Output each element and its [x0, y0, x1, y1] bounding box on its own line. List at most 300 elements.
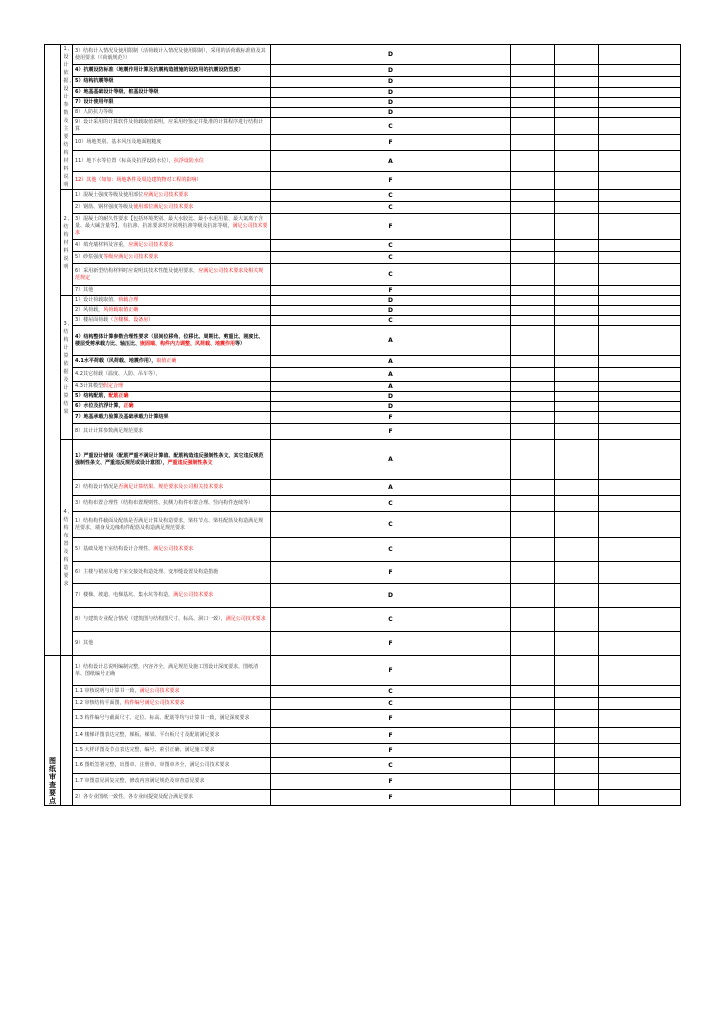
check-cell-2[interactable] [555, 252, 599, 264]
review-grade: C [271, 240, 511, 252]
check-cell-2[interactable] [555, 758, 599, 774]
checklist-row [45, 326, 681, 356]
check-cell-2[interactable] [555, 356, 599, 368]
remark-cell[interactable] [599, 790, 681, 806]
review-item-text: 5）结构配筋， [75, 393, 109, 399]
review-grade: A [271, 368, 511, 382]
review-item-text: 8）其计计算参数满足规范要求 [75, 428, 144, 434]
section-label [61, 190, 73, 296]
review-item-text: 满足公司技术要求 [75, 223, 268, 236]
check-cell-1[interactable] [511, 252, 555, 264]
review-item-text: 2）钢筋、钢材强度等级及 [75, 204, 134, 210]
review-item-text: 7）其他 [75, 287, 94, 293]
check-cell-1[interactable] [511, 356, 555, 368]
review-grade: F [271, 728, 511, 744]
checklist-row [45, 368, 681, 382]
review-item-text: 3）混凝土的耐久性要求【包括环境类别、最大水胶比、最小水泥用量、最大氯离子含量、最大碱含量等】，有抗渗、抗冻要求时应说明抗渗等级及抗冻等级， [75, 216, 264, 229]
remark-cell[interactable] [599, 107, 681, 117]
review-item-text: 满足公司技术要求 [173, 592, 214, 598]
check-cell-1[interactable] [511, 296, 555, 306]
remark-cell[interactable] [599, 480, 681, 496]
check-cell-1[interactable] [511, 286, 555, 296]
remark-cell[interactable] [599, 190, 681, 202]
remark-cell[interactable] [599, 402, 681, 412]
checklist-row [45, 286, 681, 296]
check-cell-2[interactable] [555, 368, 599, 382]
review-item-text: 嵌固端、构件内力调整、风荷载、地震作用 [140, 340, 236, 347]
check-cell-1[interactable] [511, 97, 555, 107]
check-cell-1[interactable] [511, 584, 555, 608]
check-cell-1[interactable] [511, 512, 555, 538]
check-cell-2[interactable] [555, 656, 599, 686]
check-cell-2[interactable] [555, 87, 599, 97]
checklist-row [45, 562, 681, 584]
review-item-text: 6）地基基础设计等级、桩基设计等级 [75, 88, 159, 95]
check-cell-1[interactable] [511, 87, 555, 97]
review-item-text: 4）结构整体计算参数合理性要求（层间位移角、位移比、周期比、剪重比、刚度比、楼层受剪承载力比、轴压比、 [75, 333, 264, 347]
review-grade: C [271, 316, 511, 326]
remark-cell[interactable] [599, 171, 681, 189]
check-cell-1[interactable] [511, 686, 555, 698]
review-item-text: 1.5 大样详图及节点表达完整，编号、索引正确，满足施工要求 [75, 747, 215, 753]
review-item-text: 5）基础及地下室结构设计合理性、 [75, 546, 154, 552]
review-grade: D [271, 402, 511, 412]
review-item-text: 1）结构构件截面及配筋是否满足计算及构造要求，梁柱节点、梁柱配筋及构造满足规范要求，墙身及边缘构件配筋及构造满足规范要求 [75, 517, 264, 531]
check-cell-1[interactable] [511, 240, 555, 252]
check-cell-1[interactable] [511, 107, 555, 117]
check-cell-1[interactable] [511, 326, 555, 356]
remark-cell[interactable] [599, 608, 681, 632]
review-grade: C [271, 117, 511, 134]
remark-cell[interactable] [599, 584, 681, 608]
remark-cell[interactable] [599, 151, 681, 171]
group-label [45, 656, 61, 806]
remark-cell[interactable] [599, 65, 681, 77]
check-cell-2[interactable] [555, 135, 599, 151]
review-item [73, 608, 271, 632]
review-item [73, 45, 271, 65]
review-item [73, 728, 271, 744]
remark-cell[interactable] [599, 698, 681, 710]
review-grade: C [271, 190, 511, 202]
review-item [73, 774, 271, 790]
check-cell-2[interactable] [555, 424, 599, 440]
review-item [73, 264, 271, 286]
review-item [73, 171, 271, 189]
checklist-row [45, 686, 681, 698]
check-cell-1[interactable] [511, 758, 555, 774]
remark-cell[interactable] [599, 368, 681, 382]
check-cell-1[interactable] [511, 306, 555, 316]
check-cell-1[interactable] [511, 190, 555, 202]
review-item-text: 3）楼屋面荷载 [75, 317, 109, 323]
check-cell-2[interactable] [555, 686, 599, 698]
review-grade: F [271, 774, 511, 790]
check-cell-1[interactable] [511, 45, 555, 65]
review-item [73, 240, 271, 252]
checklist-row [45, 632, 681, 656]
review-item-text: 取值正确 [156, 358, 177, 364]
review-item-text: 满足公司技术要求 [139, 688, 180, 694]
check-cell-2[interactable] [555, 584, 599, 608]
review-grade: D [271, 107, 511, 117]
remark-cell[interactable] [599, 296, 681, 306]
check-cell-2[interactable] [555, 496, 599, 512]
remark-cell[interactable] [599, 412, 681, 424]
remark-cell[interactable] [599, 316, 681, 326]
remark-cell[interactable] [599, 202, 681, 214]
review-item [73, 656, 271, 686]
review-item-text: 7）楼梯、坡道、电梯基坑、集水坑等构造， [75, 592, 174, 598]
review-item-text: 严重违反强制性条文 [167, 459, 213, 466]
remark-cell[interactable] [599, 758, 681, 774]
review-item-text: 4）填充墙材料及容重， [75, 242, 129, 248]
review-item-text: 满足公司技术要求 [225, 616, 266, 622]
review-grade: A [271, 356, 511, 368]
review-item-text: 10）场地类别、基本风压及地面粗糙度 [75, 139, 162, 146]
review-grade: D [271, 392, 511, 402]
review-grade: F [271, 656, 511, 686]
checklist-row [45, 382, 681, 392]
check-cell-2[interactable] [555, 286, 599, 296]
check-cell-1[interactable] [511, 214, 555, 240]
review-item [73, 368, 271, 382]
review-item [73, 480, 271, 496]
review-grade: F [271, 744, 511, 758]
review-item [73, 286, 271, 296]
check-cell-1[interactable] [511, 424, 555, 440]
section-label-empty [61, 656, 73, 806]
check-cell-1[interactable] [511, 117, 555, 134]
check-cell-1[interactable] [511, 171, 555, 189]
review-grade: A [271, 480, 511, 496]
review-item-text: 1）严重设计错误（配筋严重不满足计算值、配筋构造违反强制性条文、其它违反规范强制性条文、严重违反规范或设计意图）， [75, 452, 264, 466]
check-cell-1[interactable] [511, 135, 555, 151]
check-cell-1[interactable] [511, 790, 555, 806]
review-item-text: 1）设计荷载取值， [75, 297, 119, 303]
review-item [73, 758, 271, 774]
review-grade: D [271, 584, 511, 608]
review-grade: C [271, 496, 511, 512]
checklist-row [45, 480, 681, 496]
review-grade: C [271, 512, 511, 538]
check-cell-1[interactable] [511, 710, 555, 728]
review-item [73, 202, 271, 214]
review-grade: A [271, 382, 511, 392]
checklist-row [45, 608, 681, 632]
remark-cell[interactable] [599, 656, 681, 686]
check-cell-2[interactable] [555, 412, 599, 424]
check-cell-2[interactable] [555, 382, 599, 392]
checklist-row [45, 151, 681, 171]
remark-cell[interactable] [599, 214, 681, 240]
review-item-text: 1.2 审核结构平面图， [75, 700, 125, 706]
review-item-text: 风荷载取值正确 [103, 307, 139, 313]
check-cell-2[interactable] [555, 117, 599, 134]
remark-cell[interactable] [599, 774, 681, 790]
review-item [73, 538, 271, 562]
remark-cell[interactable] [599, 382, 681, 392]
check-cell-2[interactable] [555, 562, 599, 584]
check-cell-2[interactable] [555, 306, 599, 316]
review-grade: D [271, 97, 511, 107]
remark-cell[interactable] [599, 562, 681, 584]
check-cell-1[interactable] [511, 656, 555, 686]
check-cell-2[interactable] [555, 440, 599, 480]
review-item [73, 306, 271, 316]
review-item-text: 5）结构抗震等级 [75, 78, 114, 85]
check-cell-2[interactable] [555, 316, 599, 326]
remark-cell[interactable] [599, 306, 681, 316]
review-item [73, 356, 271, 368]
review-item-text: 6）采用新型结构材料时应说明其技术性能及使用要求， [75, 267, 199, 274]
checklist-row [45, 135, 681, 151]
check-cell-1[interactable] [511, 608, 555, 632]
check-cell-2[interactable] [555, 538, 599, 562]
remark-cell[interactable] [599, 117, 681, 134]
check-cell-2[interactable] [555, 744, 599, 758]
review-item-text: 否满足计算结果、规范要求及公司相关技术要求 [118, 484, 224, 490]
review-grade: A [271, 440, 511, 480]
checklist-row [45, 728, 681, 744]
check-cell-1[interactable] [511, 392, 555, 402]
check-cell-1[interactable] [511, 538, 555, 562]
check-cell-1[interactable] [511, 382, 555, 392]
section-label [61, 45, 76, 190]
review-item-text: 等） [235, 340, 246, 347]
check-cell-1[interactable] [511, 774, 555, 790]
review-item [73, 392, 271, 402]
check-cell-2[interactable] [555, 790, 599, 806]
checklist-row [45, 698, 681, 710]
review-item [73, 135, 271, 151]
check-cell-2[interactable] [555, 107, 599, 117]
remark-cell[interactable] [599, 710, 681, 728]
section-label [61, 296, 73, 440]
checklist-row [45, 171, 681, 189]
check-cell-2[interactable] [555, 512, 599, 538]
check-cell-2[interactable] [555, 65, 599, 77]
checklist-row [45, 87, 681, 97]
remark-cell[interactable] [599, 45, 681, 65]
review-grade: F [271, 412, 511, 424]
section-label-text: 3、结构计算依据及计算结果 [63, 320, 74, 415]
check-cell-1[interactable] [511, 480, 555, 496]
check-cell-1[interactable] [511, 728, 555, 744]
check-cell-1[interactable] [511, 440, 555, 480]
check-cell-2[interactable] [555, 45, 599, 65]
remark-cell[interactable] [599, 77, 681, 87]
review-grade: F [271, 562, 511, 584]
remark-cell[interactable] [599, 135, 681, 151]
checklist-row [45, 240, 681, 252]
remark-cell[interactable] [599, 440, 681, 480]
review-item [73, 252, 271, 264]
remark-cell[interactable] [599, 424, 681, 440]
checklist-row [45, 710, 681, 728]
review-grade: C [271, 202, 511, 214]
checklist-row [45, 774, 681, 790]
checklist-row [45, 202, 681, 214]
review-item [73, 512, 271, 538]
checklist-row [45, 496, 681, 512]
check-cell-2[interactable] [555, 710, 599, 728]
check-cell-2[interactable] [555, 402, 599, 412]
review-item [73, 440, 271, 480]
review-item [73, 151, 271, 171]
review-item [73, 698, 271, 710]
review-grade: F [271, 286, 511, 296]
check-cell-2[interactable] [555, 214, 599, 240]
review-item [73, 790, 271, 806]
review-item-text: 应满足公司技术要求及相关规范规定 [75, 267, 264, 281]
review-grade: C [271, 538, 511, 562]
check-cell-2[interactable] [555, 202, 599, 214]
check-cell-1[interactable] [511, 264, 555, 286]
review-item [73, 190, 271, 202]
review-grade: F [271, 171, 511, 189]
check-cell-1[interactable] [511, 562, 555, 584]
remark-cell[interactable] [599, 632, 681, 656]
remark-cell[interactable] [599, 356, 681, 368]
review-item-text: 构件编号满足公司技术要求 [124, 700, 185, 706]
remark-cell[interactable] [599, 264, 681, 286]
checklist-row [45, 512, 681, 538]
review-item-text: 8）与建筑专业配合情况（建筑图与结构图尺寸、标高、洞口一致）， [75, 616, 226, 622]
remark-cell[interactable] [599, 728, 681, 744]
remark-cell[interactable] [599, 496, 681, 512]
review-item [73, 744, 271, 758]
check-cell-2[interactable] [555, 728, 599, 744]
review-item [73, 107, 271, 117]
check-cell-2[interactable] [555, 392, 599, 402]
section-label [61, 440, 73, 656]
review-item-text: 9）其他 [75, 640, 94, 646]
check-cell-2[interactable] [555, 240, 599, 252]
review-grade: C [271, 698, 511, 710]
check-cell-2[interactable] [555, 632, 599, 656]
checklist-row [45, 392, 681, 402]
review-item-text: 3）结构布置合理性（结构布置规则性、抗侧力构件布置合理、竖向构件连续等） [75, 500, 254, 506]
review-item [73, 402, 271, 412]
check-cell-2[interactable] [555, 296, 599, 306]
review-item-text: 配筋正确 [108, 393, 129, 399]
checklist-row [45, 214, 681, 240]
review-item-text: 2）各专业图纸一致性，各专业间提资及配合满足要求 [75, 794, 194, 800]
section-label-text: 2、结构材料说明 [63, 215, 74, 270]
review-item-text: 9）设计采用的计算软件及荷载取值说明，应采用经鉴定并批准的计算程序进行结构计算 [75, 119, 264, 133]
review-grade: C [271, 608, 511, 632]
review-grade: D [271, 87, 511, 97]
review-item-text: 应满足公司技术要求 [143, 192, 189, 198]
review-item [73, 584, 271, 608]
check-cell-1[interactable] [511, 202, 555, 214]
review-grade: F [271, 424, 511, 440]
review-item-text: 6）主楼与裙房及地下室交接处构造处理、变形缝设置及构造措施 [75, 569, 219, 575]
check-cell-1[interactable] [511, 744, 555, 758]
check-cell-1[interactable] [511, 77, 555, 87]
check-cell-2[interactable] [555, 264, 599, 286]
check-cell-2[interactable] [555, 698, 599, 710]
checklist-row [45, 316, 681, 326]
review-item-text: 4.3计算模型 [75, 383, 103, 389]
review-item [73, 424, 271, 440]
review-item-text: 3）结构计入情况及使用限制（活荷载计入情况及使用限制），采用的活荷载标准值及其使用要求（《荷载规范》） [75, 47, 266, 61]
review-item [73, 412, 271, 424]
review-grade: D [271, 306, 511, 316]
review-grade: D [271, 45, 511, 65]
review-item [73, 316, 271, 326]
review-item-text: 抗浮设防水位 [173, 157, 204, 164]
check-cell-1[interactable] [511, 698, 555, 710]
remark-cell[interactable] [599, 392, 681, 402]
check-cell-1[interactable] [511, 632, 555, 656]
checklist-body [45, 45, 681, 806]
check-cell-2[interactable] [555, 97, 599, 107]
review-item-text: 1）结构设计总说明编制完整，内容齐全，满足规范及施工图设计深度要求，图纸清单、图纸编号正确 [75, 663, 259, 677]
check-cell-1[interactable] [511, 368, 555, 382]
review-item [73, 77, 271, 87]
review-item-text: （含楼梯、设备房） [108, 317, 154, 323]
remark-cell[interactable] [599, 744, 681, 758]
review-item-text: 12）其他（如加：场地条件及周边建筑物对工程的影响） [75, 176, 202, 183]
check-cell-1[interactable] [511, 316, 555, 326]
checklist-row [45, 45, 681, 65]
review-item [73, 496, 271, 512]
review-grade: F [271, 214, 511, 240]
remark-cell[interactable] [599, 512, 681, 538]
remark-cell[interactable] [599, 286, 681, 296]
check-cell-1[interactable] [511, 65, 555, 77]
check-cell-2[interactable] [555, 480, 599, 496]
review-item-text: 5）砂浆强度 [75, 254, 104, 260]
checklist-row [45, 440, 681, 480]
check-cell-2[interactable] [555, 77, 599, 87]
check-cell-2[interactable] [555, 190, 599, 202]
review-item-text: 2）结构设计情况是 [75, 484, 119, 490]
remark-cell[interactable] [599, 240, 681, 252]
check-cell-1[interactable] [511, 412, 555, 424]
check-cell-1[interactable] [511, 402, 555, 412]
checklist-row [45, 584, 681, 608]
review-item [73, 296, 271, 306]
review-grade: C [271, 758, 511, 774]
check-cell-2[interactable] [555, 774, 599, 790]
check-cell-2[interactable] [555, 608, 599, 632]
check-cell-2[interactable] [555, 171, 599, 189]
review-item-text: 1.4 楼梯详图表达完整，梯板、梯梁、平台板尺寸及配筋满足要求 [75, 732, 220, 738]
check-cell-1[interactable] [511, 151, 555, 171]
review-grade: D [271, 77, 511, 87]
checklist-row [45, 790, 681, 806]
review-grade: F [271, 632, 511, 656]
remark-cell[interactable] [599, 538, 681, 562]
checklist-row [45, 252, 681, 264]
checklist-row [45, 65, 681, 77]
checklist-row [45, 656, 681, 686]
remark-cell[interactable] [599, 252, 681, 264]
checklist-row [45, 264, 681, 286]
checklist-row [45, 77, 681, 87]
remark-cell[interactable] [599, 686, 681, 698]
remark-cell[interactable] [599, 326, 681, 356]
remark-cell[interactable] [599, 97, 681, 107]
check-cell-2[interactable] [555, 151, 599, 171]
check-cell-1[interactable] [511, 496, 555, 512]
remark-cell[interactable] [599, 87, 681, 97]
check-cell-2[interactable] [555, 326, 599, 356]
checklist-row [45, 424, 681, 440]
